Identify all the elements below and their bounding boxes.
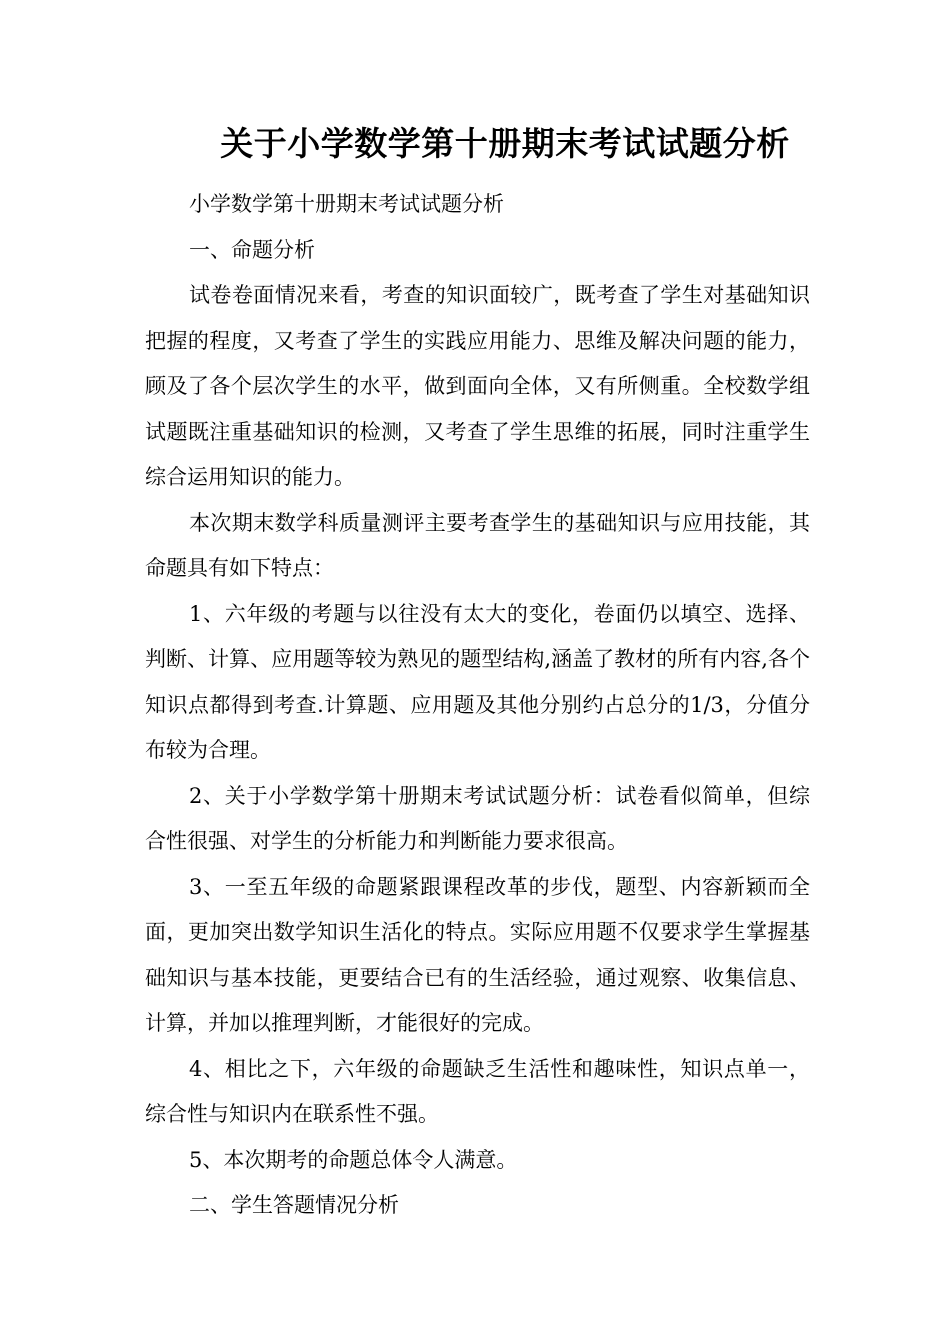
document-body bbox=[145, 182, 810, 1229]
subtitle-paragraph: 小学数学第十册期末考试试题分析 bbox=[189, 192, 504, 216]
section-heading-2: 二、学生答题情况分析 bbox=[189, 1193, 399, 1217]
list-item-1: 1、六年级的考题与以往没有太大的变化，卷面仍以填空、选择、判断、计算、应用题等较为熟见的题型结构,涵盖了教材的所有内容,各个知识点都得到考查.计算题、应用题及其他分别约占总分的1/3，分值分布较为合理。 bbox=[145, 601, 810, 762]
list-item-3: 3、一至五年级的命题紧跟课程改革的步伐，题型、内容新颖而全面，更加突出数学知识生活化的特点。实际应用题不仅要求学生掌握基础知识与基本技能，更要结合已有的生活经验，通过观察、收集信息、计算，并加以推理判断，才能很好的完成。 bbox=[145, 874, 810, 1035]
list-item-2: 2、关于小学数学第十册期末考试试题分析：试卷看似简单，但综合性很强、对学生的分析能力和判断能力要求很高。 bbox=[145, 783, 810, 853]
document-title: 关于小学数学第十册期末考试试题分析 bbox=[220, 124, 790, 163]
list-item-4: 4、相比之下，六年级的命题缺乏生活性和趣味性，知识点单一，综合性与知识内在联系性不强。 bbox=[145, 1056, 810, 1126]
body-paragraph: 试卷卷面情况来看，考查的知识面较广，既考查了学生对基础知识把握的程度，又考查了学生的实践应用能力、思维及解决问题的能力，顾及了各个层次学生的水平，做到面向全体，又有所侧重。全校数学组试题既注重基础知识的检测，又考查了学生思维的拓展，同时注重学生综合运用知识的能力。 bbox=[145, 283, 810, 489]
body-paragraph: 本次期末数学科质量测评主要考查学生的基础知识与应用技能，其命题具有如下特点： bbox=[145, 510, 810, 580]
list-item-5: 5、本次期考的命题总体令人满意。 bbox=[189, 1147, 518, 1172]
section-heading-1: 一、命题分析 bbox=[189, 237, 315, 262]
